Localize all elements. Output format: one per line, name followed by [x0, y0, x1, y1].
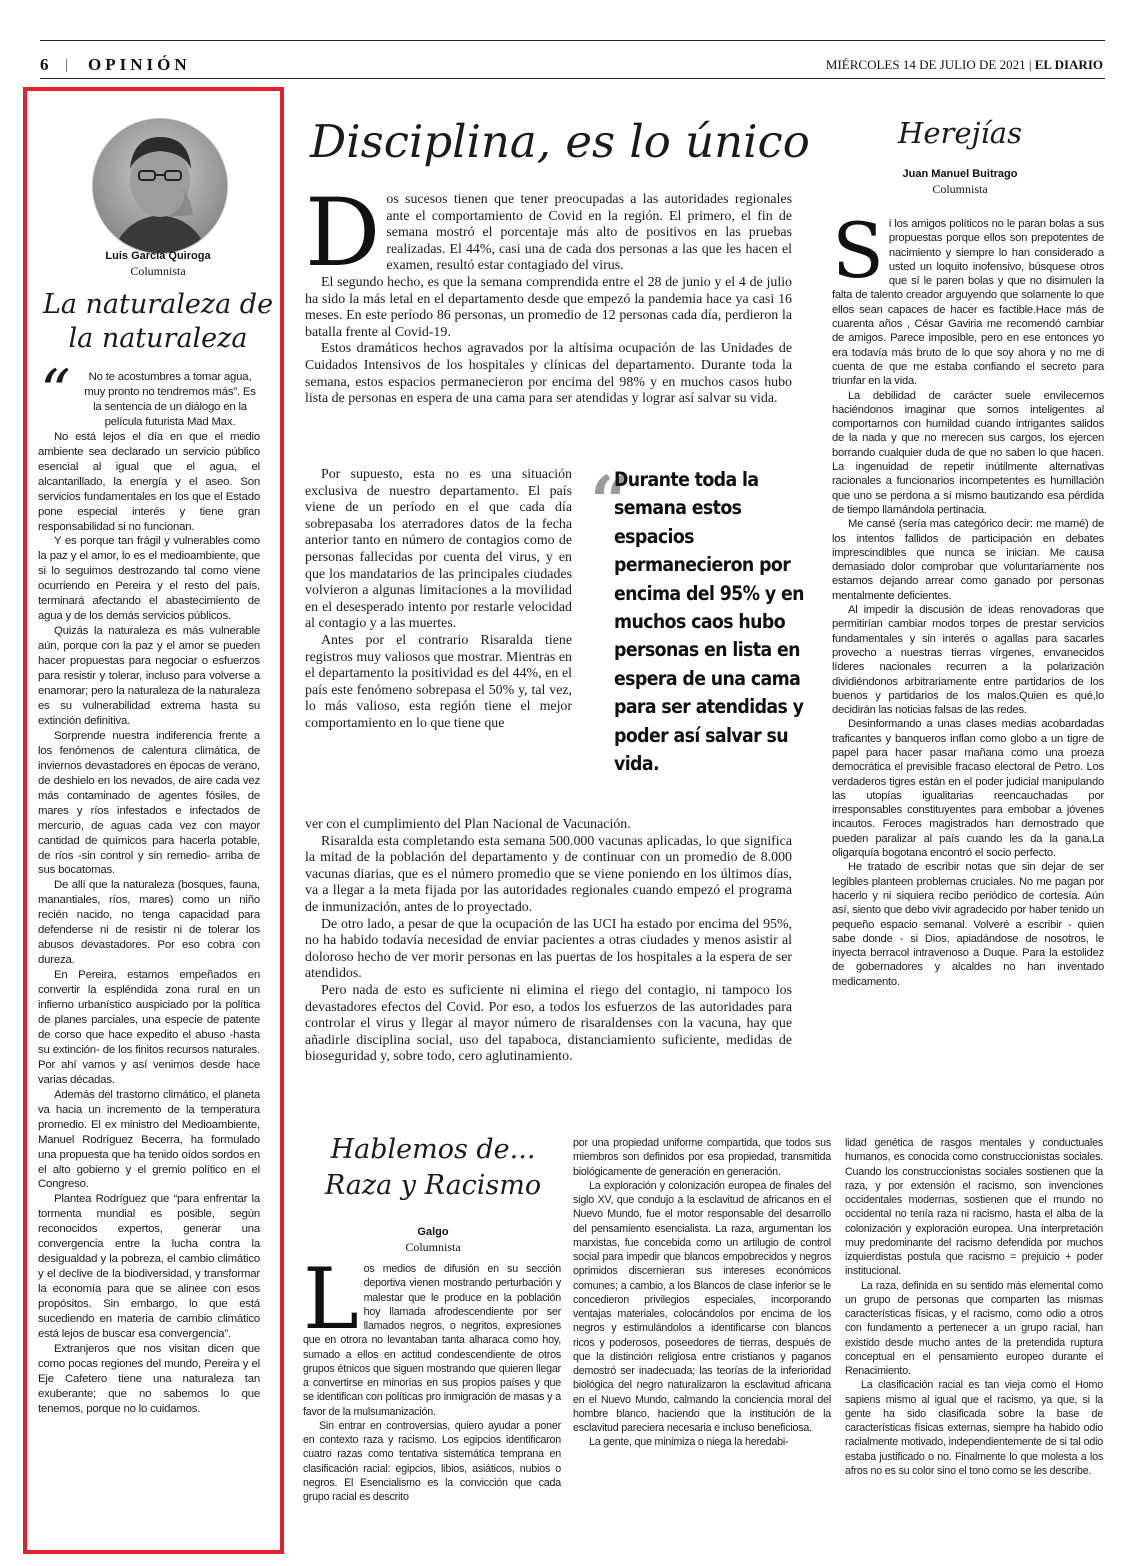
header-top-rule [40, 40, 1105, 41]
main-article-top: Dos sucesos tienen que tener preocupadas a las autoridades regionales ante el comportamiento de Covid en la región. El primero, el fin de semana mostró el porcentaje más alto de positivos en las pruebas realizadas. El 44%, casi una de cada dos personas a las que les hacen el examen, resultó estar contagiado del virus. El segundo hecho, es que la semana comprendida entre el 28 de junio y el 4 de julio ha sido la más letal en el departamento desde que empezó la pandemia hace ya casi 16 meses. En este período 86 personas, un promedio de 12 personas cada día, perdieron la batalla frente al Covid-19. Estos dramáticos hechos agravados por la altísima ocupación de las Unidades de Cuidados Intensivos de los hospitales y clínicas del departamento. Durante toda la semana, estos espacios permanecieron por encima del 98% y en muchos casos hubo lista de personas en espera de una cama para ser atendidas y lograr así salvar su vida. [305, 179, 792, 407]
author-name: Luis García Quiroga [105, 250, 211, 262]
issue-date: MIÉRCOLES 14 DE JULIO DE 2021 [825, 57, 1026, 72]
column-title: La naturaleza de la naturaleza [42, 289, 274, 354]
author-name-bottom: Galgo [417, 1226, 449, 1238]
author-photo [92, 118, 228, 254]
newspaper-name: EL DIARIO [1034, 57, 1103, 72]
header-bottom-rule [40, 78, 1105, 79]
drop-cap-bottom: L [303, 1250, 359, 1348]
author-role-right: Columnista [932, 182, 988, 196]
author-role: Columnista [130, 264, 186, 278]
header-separator: | [65, 57, 69, 73]
bottom-article-col3: lidad genética de rasgos mentales y conductuales humanos, es conocida como construccionistas sociales. Cuando los construccionistas sociales sostienen que la raza, y por extensión el racismo, son invenciones occidentales modernas, sostienen que el mundo no occidental no tenía raza ni racismo, hasta el alba de la colonización y exploración europea. Una interpretación muy predominante del racismo defendida por muchos izquierdistas postula que racismo = prejuicio + poder institucional. La raza, definida en su sentido más elemental como un grupo de personas que comparten las mismas características físicas, y el racismo, como odio a otros con fundamento a pertenecer a un grupo racial, han existido desde mucho antes de la pretendida ruptura conceptual en el pensamiento europeo durante el Renacimiento. La clasificación racial es tan vieja como el Homo sapiens mismo al igual que el racismo, ya que, si la gente ha sido clasificada sobre la base de características físicas externas, siempre ha habido odio racialmente motivado, independientemente de si tal odio estaba justificado o no. Finalmente lo que molesta a los afros no es su color sino el tono como se les describe. [845, 1137, 1103, 1477]
bottom-article-col2: por una propiedad uniforme compartida, que todos sus miembros son definidos por esa propiedad, transmitida biológicamente de generación en generación. La exploración y colonización europea de finales del siglo XV, que condujo a la esclavitud de africanos en el Nuevo Mundo, fue el motor responsable del desarrollo del pensamiento esencialista. La raza, argumentan los marxistas, fue concebida como un artilugio de control social para impedir que blancos empobrecidos y negros oprimidos discernieran sus intereses económicos comunes; a cambio, a los Blancos de clase inferior se le concedieron privilegios especiales, incorporando ventajas materiales, colocándolos por encima de los negros y estimulándolos a identificarse con blancos ricos y poderosos, poseedores de tierras, después de que la distinción religiosa entre cristianos y paganos demostró ser inadecuada; las teorías de la inferioridad biológica del negro naturalizaron la esclavitud africana en el Nuevo Mundo, calmando la conciencia moral del hombre blanco, haciendo que la institución de la esclavitud pareciera necesaria e incluso beneficiosa. La gente, que minimiza o niega la heredabi- [573, 1137, 831, 1449]
drop-cap-right: S [832, 206, 884, 295]
column-title-herejias: Herejías [898, 116, 1022, 150]
main-article-bottom: ver con el cumplimiento del Plan Nacional de Vacunación. Risaralda esta completando esta semana 500.000 vacunas aplicadas, lo que significa la mitad de la población del departamento y de continuar con un promedio de 8.000 vacunas diarias, que es el número promedio que se viene poniendo en los últimos días, va a llegar a la meta fijada por las autoridades regionales cuando empezó el programa de inmunización, antes de lo proyectado. De otro lado, a pesar de que la ocupación de las UCI ha estado por encima del 95%, no ha habido todavía necesidad de enviar pacientes a otras ciudades y menos asistir al doloroso hecho de ver morir personas en las puertas de los hospitales a la espera de ser atendidos. Pero nada de esto es suficiente ni elimina el riego del contagio, ni tampoco los devastadores efectos del Covid. Por eso, a todos los esfuerzos de las autoridades para controlar el virus y llegar al mayor número de risaraldenses con la vacuna, hay que añadirle disciplina social, uso del tapaboca, distanciamiento suficiente, medidas de bioseguridad y, sobre todo, cero aglutinamiento. [305, 817, 792, 1065]
author-name-right: Juan Manuel Buitrago [902, 168, 1018, 180]
pull-quote: Durante toda la semana estos espacios permanecieron por encima del 95% y en muchos caos hubo personas en lista en espera de una cama para ser atendidas y poder así salvar su vida. [614, 468, 804, 776]
bottom-article-col1: Los medios de difusión en su sección deportiva vienen mostrando perturbación y malestar que le produce en la población hoy llamada afrodescendiente por ser llamados negros, o negritos, expresiones que en otrora no levantaban tanta alharaca como hoy, sumado a ellos en actitud condescendiente de otros grupos étnicos que siguen mostrando que quieren llegar a convertirse en minorías en sus propios países y que se identifican con políticas pro inmigración de masas y a favor de la mulsumanización. Sin entrar en controversias, quiero ayudar a poner en contexto raza y racismo. Los egipcios identificaron cuatro razas como tentativa sistemática temprana en clasificación racial: egipcios, libios, asiáticos, nubios o negros. El Esencialismo es la convicción que cada grupo racial es descrito [303, 1250, 561, 1503]
section-name: OPINIÓN [88, 55, 191, 74]
pullquote-mark-icon: “ [590, 460, 631, 543]
opening-quote: “ No te acostumbres a tomar agua, muy pronto no tendremos más”. Es la sentencia de un diálogo en la película futurista Mad Max. [40, 357, 256, 428]
bottom-article-title: Hablemos de... Raza y Racismo [324, 1134, 542, 1201]
author-role-bottom: Columnista [405, 1240, 461, 1254]
article-headline: Disciplina, es lo único [310, 115, 810, 168]
drop-cap: D [305, 179, 381, 288]
main-article-narrow: Por supuesto, esta no es una situación exclusiva de nuestro departamento. El país viene de un período en el que cada día sobrepasaba los aterradores datos de la fecha anterior tanto en número de contagios como de personas fallecidas por cuenta del virus, y en que los mandatarios de las principales ciudades volvieron a algunas limitaciones a la movilidad en el desesperado intento por restarle velocidad al contagio y a las muertes. Antes por el contrario Risaralda tiene registros muy valiosos que mostrar. Mientras en el departamento la positividad es del 44%, en el país este fenómeno sobrepasa el 50% y, tal vez, lo más valioso, esta región tiene el mejor comportamiento en lo que tiene que [305, 467, 572, 731]
right-column-body: Si los amigos políticos no le paran bolas a sus propuestas porque ellos son prepotentes de nacimiento y siempre lo han considerado a usted un loquito inofensivo, búsquese otros que sí le paren bolas y que no disimulen la falta de talento creador arguyendo que solamente lo que ellos sean capaces de hacer es factible.Hace más de cuarenta años , César Gaviria me recomendó cambiar de amigos. Parece imposible, pero en ese entonces yo era todavía más bruto de lo que soy ahora y no me di cuenta de que me estaba confiando el secreto para triunfar en la vida. La debilidad de carácter suele envilecernos haciéndonos imaginar que somos inteligentes al comportarnos con humildad cuando intrigantes salidos de la nada y que no merecen sus cargos, los ejercen borrando cualquier duda de que no saben lo que hacen. La ingenuidad de repetir inútilmente alternativas racionales a funcionarios incompetentes es humillación que uno se perdona a sí mismo bautizando esa pérdida de tiempo llamándola pertinacia. Me cansé (sería mas categórico decir: me mamé) de los intentos fallidos de participación en debates imprescindibles que nunca se inician. Me causa demasiado dolor comprobar que voluntariamente nos estamos dejando arrear como ganado por personas mentalmente deficientes. Al impedir la discusión de ideas renovadoras que permitirían cambiar modos torpes de prestar servicios fundamentales y sin interés o agallas para sacarles provecho a nuestras tierras vírgenes, envanecidos líderes nacionales recurren a la polarización dividiéndonos arbitrariamente entre partidarios de los buenos y partidarios de los malos.Quien es qué,lo decidirán las noticias falsas de las redes. Desinformando a unas clases medias acobardadas traficantes y banqueros inflan como globo a un tigre de papel para hacer pasar mañana como una proeza democrática el previsible fracaso electoral de Petro. Los verdaderos tigres están en el poder judicial manipulando las utopías igualitarias reencauchadas por irresponsables constituyentes para embobar a jóvenes incautos. Feroces magistrados han demostrado que pueden paralizar al país cuando les da la gana.La oligarquía bogotana encontró el socio perfecto. He tratado de escribir notas que sin dejar de ser legibles planteen problemas cruciales. No me pagan por hacerlo y ni siquiera recibo periódico de cortesía. Aún así, siento que debo vivir agradecido por haber tenido un pequeño espacio semanal. Volveré a escribir - quien sabe donde - si Dios, apiadándose de nosotros, le inyecta berracol intravenoso a Duque. Para la estolidez de gobernadores y alcaldes no han inventado medicamento. [832, 206, 1104, 988]
quote-mark-icon: “ [40, 357, 71, 427]
dateline: MIÉRCOLES 14 DE JULIO DE 2021 | EL DIARIO [825, 57, 1103, 72]
left-column-body: “ No te acostumbres a tomar agua, muy pronto no tendremos más”. Es la sentencia de un diálogo en la película futurista Mad Max. No está lejos el día en que el medio ambiente sea declarado un servicio público esencial al igual que el agua, el alcantarillado, la energía y el aseo. Son servicios fundamentales en los que el Estado pone especial interés y tiene gran responsabilidad si no funcionan. Y es porque tan frágil y vulnerables como la paz y el amor, lo es el medioambiente, que si lo seguimos destrozando tal como viene ocurriendo en Pereira y el resto del país, terminará afectando el abastecimiento de agua y de los demás servicios públicos. Quizás la naturaleza es más vulnerable aún, porque con la paz y el amor se pueden hacer propuestas para negociar o esfuerzos para resistir y tolerar, incluso para volverse a enamorar; pero la naturaleza de la naturaleza es su vulnerabilidad extrema hasta su extinción definitiva. Sorprende nuestra indiferencia frente a los fenómenos de calentura climática, de inviernos devastadores en épocas de verano, de deshielo en los nevados, de aire cada vez más contaminado de agentes fósiles, de mares y ríos infestados e infectados de mercurio, de aguas cada vez con mayor cantidad de químicos para hacerla potable, de ríos -sin control y sin remedio- arriba de sus bocatomas. De allí que la naturaleza (bosques, fauna, manantiales, ríos, mares) como un niño recién nacido, no tenga capacidad para defenderse ni de resistir ni de tolerar los abusos devastadores. Por eso cobra con dureza. En Pereira, estamos empeñados en convertir la espléndida zona rural en un infierno urbanístico auspiciado por la política de planes parciales, una especie de patente de corso que hace expedito el abuso -hasta su extinción- de los finitos recursos naturales. Por ahí vamos y así venimos desde hace varias décadas. Además del trastorno climático, el planeta va hacia un incremento de la temperatura promedio. El ex ministro del Medioambiente, Manuel Rodríguez Becerra, ha formulado una propuesta que ha tenido oídos sordos en el alto gobierno y el gremio político en el Congreso. Plantea Rodríguez que “para enfrentar la tormenta mundial es posible, según reconocidos expertos, generar una convergencia entre la lucha contra la desigualdad y la pobreza, el cambio climático y el declive de la biodiversidad, y transformar la economía para que se alinee con esos propósitos. Sin embargo, lo que está sucediendo en materia de cambio climático está lejos de buscar esa convergencia”. Extranjeros que nos visitan dicen que como pocas regiones del mundo, Pereira y el Eje Cafetero tiene una naturaleza tan exuberante; que no sabemos lo que tenemos, porque no lo cuidamos. [38, 357, 260, 1415]
page-number: 6 [40, 55, 50, 74]
